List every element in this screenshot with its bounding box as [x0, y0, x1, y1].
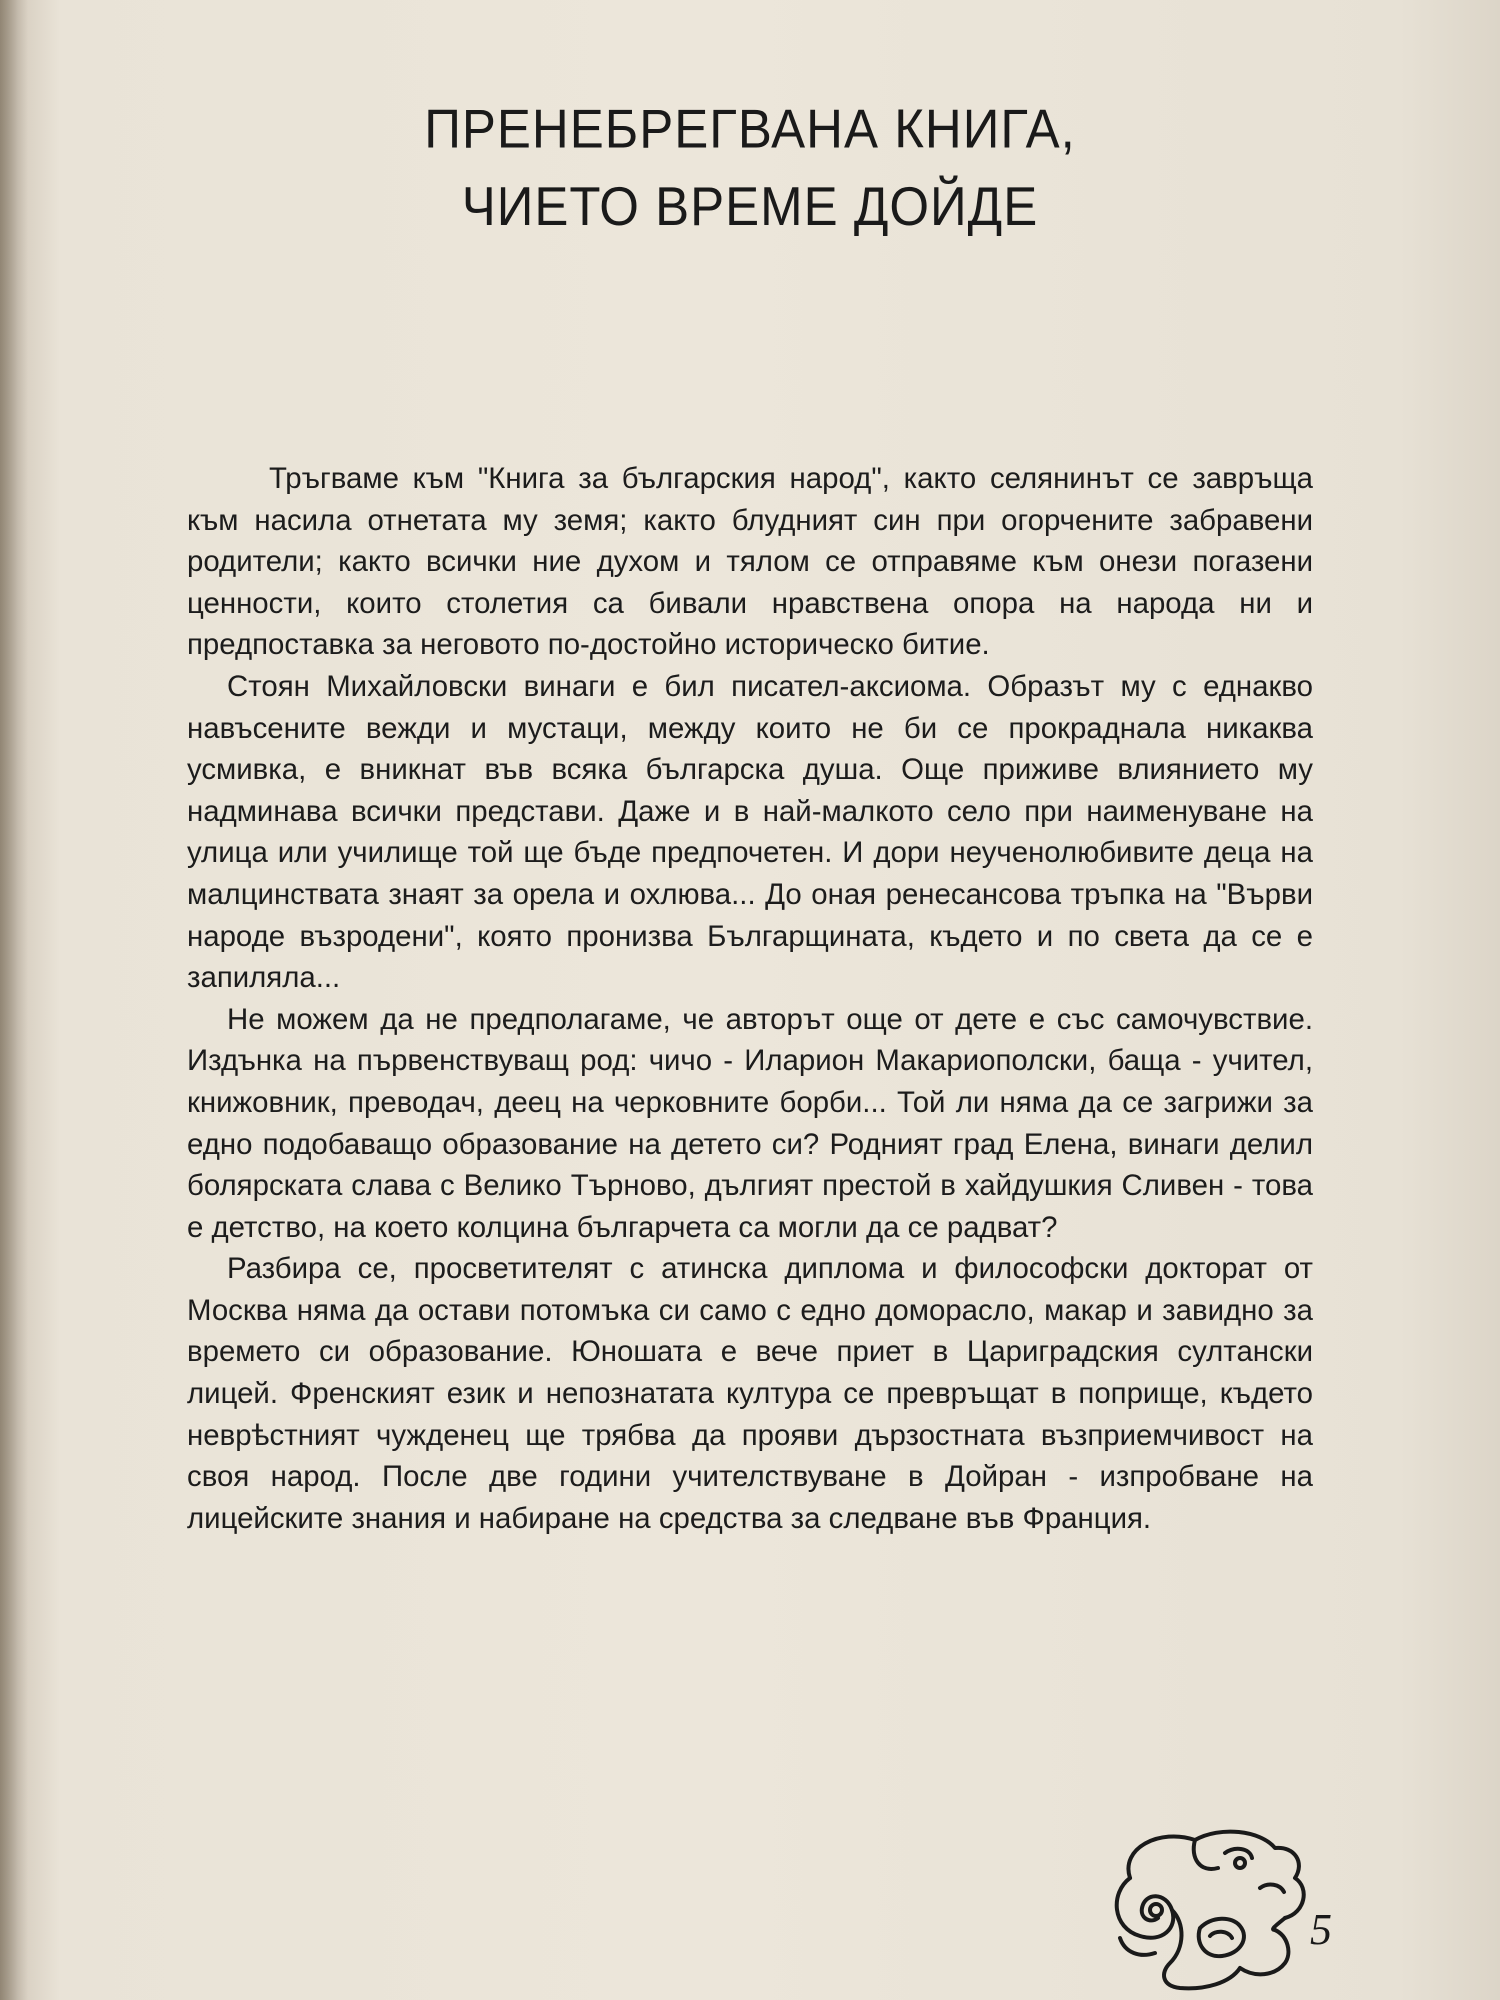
- title-line-1: ПРЕНЕБРЕГВАНА КНИГА,: [424, 97, 1076, 160]
- paragraph-4: Разбира се, просветителят с атинска диплома и философски докторат от Москва няма да остави потомъка си само с едно доморасло, макар и завидно за времето си образование. Юношата е вече приет в Цариградския султански лицей. Френският език и непознатата култура се превръщат в поприще, където неврѣстният чужденец ще трябва да прояви дързостната възприемчивост на своя народ. После две години учителствуване в Дойран - изпробване на лицейските знания и набиране на средства за следване във Франция.: [187, 1252, 1313, 1535]
- page-title: [0, 90, 1500, 246]
- paragraph-1: Тръгваме към "Книга за българския народ", както селянинът се завръща към насила отнетата му земя; както блудният син при огорчените забравени родители; както всички ние духом и тялом се отправяме към онези погазени ценности, които столетия са бивали нравствена опора на народа ни и предпоставка за неговото по-достойно историческо битие.: [187, 462, 1313, 662]
- ornament-illustration: [1100, 1818, 1330, 1993]
- title-line-2: ЧИЕТО ВРЕМЕ ДОЙДЕ: [461, 175, 1039, 238]
- page-gutter-shadow: [0, 0, 28, 2000]
- page-number: 5: [1310, 1905, 1332, 1954]
- body-text: [187, 458, 1313, 1539]
- paragraph-3: Не можем да не предполагаме, че авторът още от дете е със самочувствие. Издънка на първенствуващ род: чичо - Иларион Макариополски, баща - учител, книжовник, преводач, деец на черковните борби... Той ли няма да се загрижи за едно подобаващо образование на детето си? Родният град Елена, винаги делил болярската слава с Велико Търново, дългият престой в хайдушкия Сливен - това е детство, на което колцина българчета са могли да се радват?: [187, 1002, 1313, 1244]
- paragraph-2: Стоян Михайловски винаги е бил писател-аксиома. Образът му с еднакво навъсените вежди и мустаци, между които не би се прокраднала никаква усмивка, е вникнат във всяка българска душа. Още приживе влиянието му надминава всички представи. Даже и в най-малкото село при наименуване на улица или училище той ще бъде предпочетен. И дори неученолюбивите деца на малцинствата знаят за орела и охлюва... До оная ренесансова тръпка на "Върви народе възродени", която пронизва Българщината, където и по света да се е запиляла...: [187, 669, 1313, 995]
